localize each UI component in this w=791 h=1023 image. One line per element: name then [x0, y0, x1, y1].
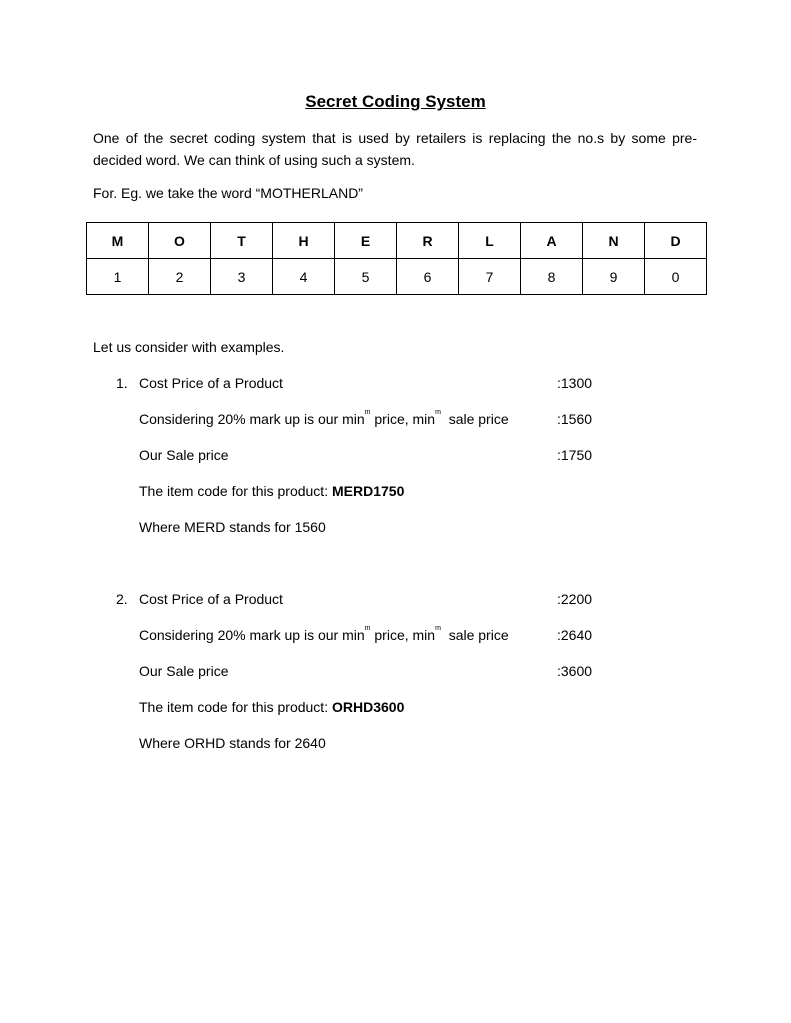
sale-value: :1750: [557, 447, 593, 463]
digit-cell: 9: [583, 259, 645, 295]
markup-text: price, min: [370, 411, 436, 427]
markup-value: :2640: [557, 627, 593, 643]
cost-label: Cost Price of a Product: [139, 591, 283, 607]
letter-cell: L: [459, 223, 521, 259]
item-code-prefix: The item code for this product:: [139, 483, 332, 499]
markup-text: price, min: [370, 627, 436, 643]
markup-value: :1560: [557, 411, 593, 427]
example-number: 2.: [116, 591, 128, 607]
digit-cell: 6: [397, 259, 459, 295]
markup-text: Considering 20% mark up is our min: [139, 627, 365, 643]
cost-value: :2200: [557, 591, 593, 607]
letter-cell: A: [521, 223, 583, 259]
digit-cell: 3: [211, 259, 273, 295]
letter-cell: M: [87, 223, 149, 259]
superscript: m: [435, 625, 441, 632]
digit-cell: 2: [149, 259, 211, 295]
item-code-prefix: The item code for this product:: [139, 699, 332, 715]
superscript: m: [364, 625, 371, 632]
letter-cell: E: [335, 223, 397, 259]
examples-lead: Let us consider with examples.: [93, 339, 285, 355]
example-intro: For. Eg. we take the word “MOTHERLAND”: [93, 185, 363, 201]
item-code-label: [139, 699, 404, 715]
digit-cell: 8: [521, 259, 583, 295]
where-text: Where ORHD stands for 2640: [139, 735, 326, 751]
digits-row: [87, 259, 707, 295]
sale-value: :3600: [557, 663, 593, 679]
letter-cell: O: [149, 223, 211, 259]
letters-row: [87, 223, 707, 259]
item-code-label: [139, 483, 404, 499]
sale-label: Our Sale price: [139, 447, 229, 463]
coding-table: [86, 222, 707, 295]
markup-text: sale price: [440, 627, 509, 643]
digit-cell: 1: [87, 259, 149, 295]
intro-paragraph: One of the secret coding system that is used by retailers is replacing the no.s by some pre-decided word. We can think of using such a system.: [93, 130, 697, 168]
letter-cell: R: [397, 223, 459, 259]
item-code-value: MERD1750: [331, 483, 405, 499]
digit-cell: 5: [335, 259, 397, 295]
item-code-value: ORHD3600: [331, 699, 405, 715]
digit-cell: 4: [273, 259, 335, 295]
letter-cell: N: [583, 223, 645, 259]
digit-cell: 7: [459, 259, 521, 295]
page-title: Secret Coding System: [305, 92, 486, 111]
letter-cell: D: [645, 223, 707, 259]
superscript: m: [364, 409, 371, 416]
cost-label: Cost Price of a Product: [139, 375, 283, 391]
example-number: 1.: [116, 375, 128, 391]
where-text: Where MERD stands for 1560: [139, 519, 326, 535]
superscript: m: [435, 409, 441, 416]
digit-cell: 0: [645, 259, 707, 295]
markup-text: Considering 20% mark up is our min: [139, 411, 365, 427]
markup-label: [139, 627, 509, 643]
letter-cell: T: [211, 223, 273, 259]
markup-text: sale price: [440, 411, 509, 427]
cost-value: :1300: [557, 375, 593, 391]
sale-label: Our Sale price: [139, 663, 229, 679]
markup-label: [139, 411, 509, 427]
letter-cell: H: [273, 223, 335, 259]
